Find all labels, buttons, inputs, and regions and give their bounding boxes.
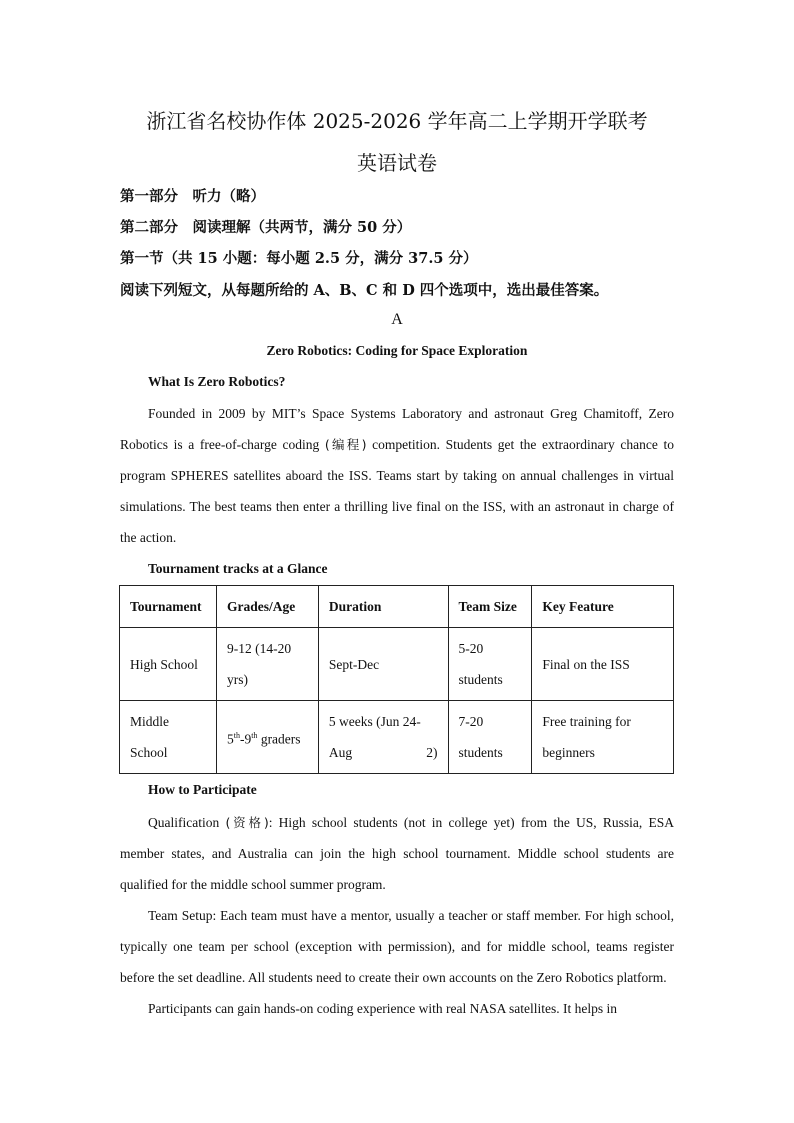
header-key-feature: Key Feature bbox=[532, 586, 674, 628]
header-grades: Grades/Age bbox=[216, 586, 318, 628]
table-row bbox=[120, 628, 674, 701]
cell-grades: 9-12 (14-20 yrs) bbox=[216, 628, 318, 701]
table-row bbox=[120, 701, 674, 774]
cell-tournament: Middle School bbox=[120, 701, 217, 774]
cell-duration: Sept-Dec bbox=[318, 628, 448, 701]
cell-feature: Free training for beginners bbox=[532, 701, 674, 774]
qualification-paragraph: Qualification (资格): High school students (not in college yet) from the US, Russia, ESA member states, and Australia can join the high school tournament. Middle school students are qualified for the middle school summer program. bbox=[120, 815, 674, 892]
table-header-row bbox=[120, 586, 674, 628]
cell-team-size: 7-20 students bbox=[448, 701, 532, 774]
how-heading: How to Participate bbox=[148, 782, 257, 797]
exam-subject: 英语试卷 bbox=[357, 151, 437, 175]
part2-heading: 第二部分 阅读理解（共两节，满分 50 分） bbox=[120, 219, 412, 236]
part1-heading: 第一部分 听力（略） bbox=[120, 188, 265, 205]
header-tournament: Tournament bbox=[120, 586, 217, 628]
what-paragraph: Founded in 2009 by MIT’s Space Systems Laboratory and astronaut Greg Chamitoff, Zero Robotics is a free-of-charge coding (编程) competition. Students get the extraordinary chance to program SPHERES satellites aboard the ISS. Teams start by taking on annual challenges in virtual simulations. The best teams then enter a thrilling live final on the ISS, with an astronaut in charge of the action. bbox=[120, 406, 674, 545]
cell-grades: 5th-9th graders bbox=[216, 701, 318, 774]
cell-feature: Final on the ISS bbox=[532, 628, 674, 701]
header-duration: Duration bbox=[318, 586, 448, 628]
exam-title: 浙江省名校协作体 2025-2026 学年高二上学期开学联考 bbox=[146, 109, 648, 133]
section1-heading: 第一节（共 15 小题：每小题 2.5 分，满分 37.5 分） bbox=[120, 250, 478, 267]
passage-title: Zero Robotics: Coding for Space Exploration bbox=[266, 343, 528, 358]
cell-tournament: High School bbox=[120, 628, 217, 701]
header-team-size: Team Size bbox=[448, 586, 532, 628]
what-heading: What Is Zero Robotics? bbox=[148, 374, 286, 389]
tournament-table bbox=[119, 585, 674, 774]
cell-duration: 5 weeks (Jun 24-Aug 2) bbox=[318, 701, 448, 774]
instruction-text: 阅读下列短文，从每题所给的 A、B、C 和 D 四个选项中，选出最佳答案。 bbox=[120, 282, 609, 299]
passage-letter: A bbox=[391, 311, 403, 328]
cell-team-size: 5-20 students bbox=[448, 628, 532, 701]
participants-paragraph: Participants can gain hands-on coding experience with real NASA satellites. It helps in bbox=[148, 1001, 617, 1016]
table-heading: Tournament tracks at a Glance bbox=[148, 561, 328, 576]
team-setup-paragraph: Team Setup: Each team must have a mentor, usually a teacher or staff member. For high school, typically one team per school (exception with permission), and for middle school, teams register before the set deadline. All students need to create their own accounts on the Zero Robotics platform. bbox=[120, 908, 674, 985]
